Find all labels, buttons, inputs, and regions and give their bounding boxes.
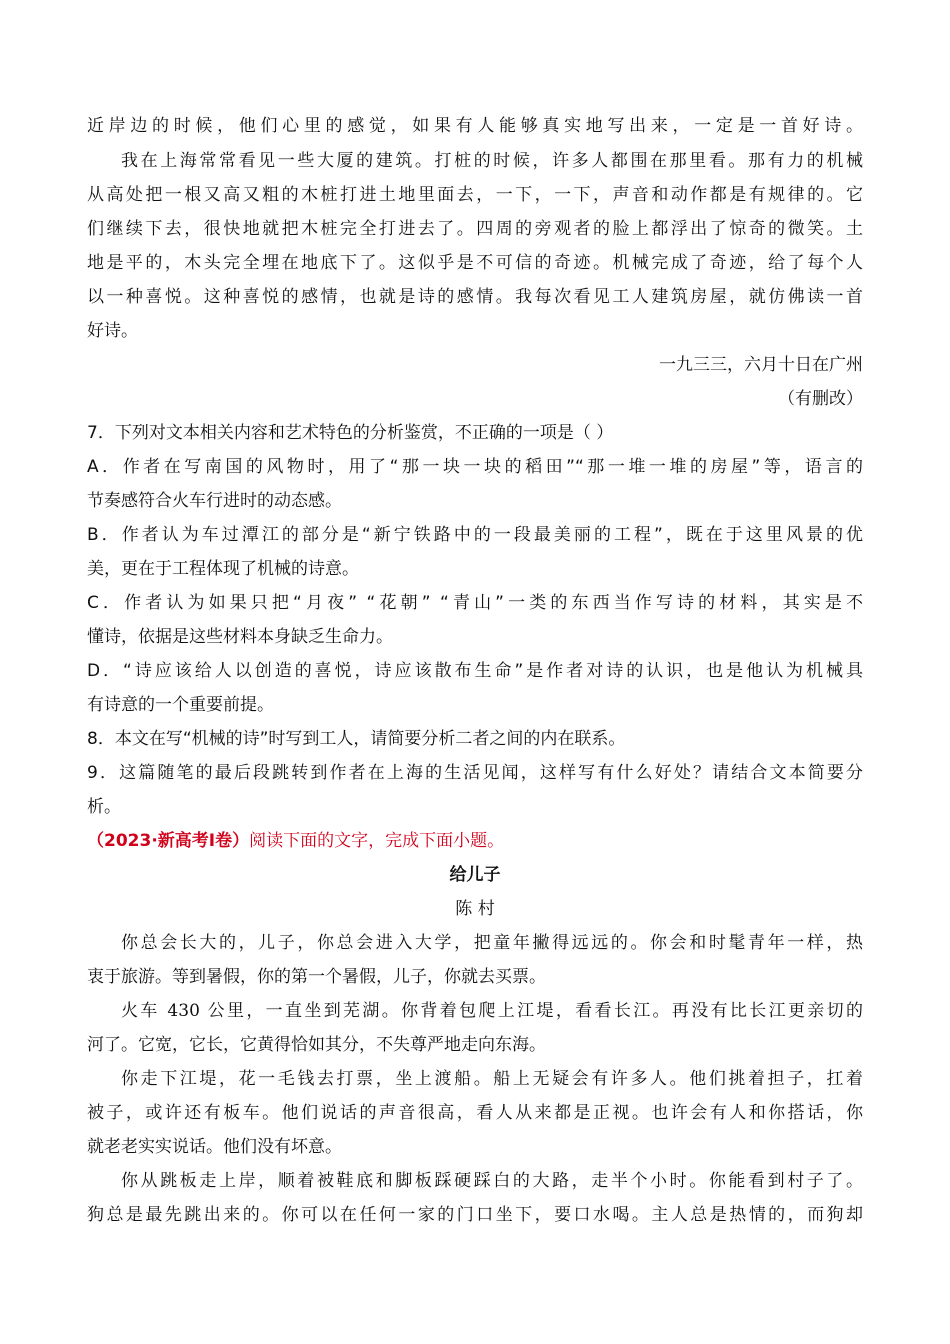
question-7-stem: 7．下列对文本相关内容和艺术特色的分析鉴赏，不正确的一项是（ ） bbox=[87, 423, 614, 443]
text-paragraph-1-line-2: 衷于旅游。等到暑假，你的第一个暑假，儿子，你就去买票。 bbox=[87, 967, 546, 987]
essay-last-paragraph-line-6: 好诗。 bbox=[87, 321, 138, 341]
question-7-option-d-line-1: D．“诗应该给人以创造的喜悦，诗应该散布生命”是作者对诗的认识，也是他认为机械具 bbox=[87, 661, 863, 681]
text-paragraph-1-line-1: 你总会长大的，儿子，你总会进入大学，把童年撇得远远的。你会和时髦青年一样，热 bbox=[121, 933, 863, 953]
section-intro bbox=[87, 830, 863, 852]
essay-last-paragraph-line-2: 从高处把一根又高又粗的木桩打进土地里面去，一下，一下，声音和动作都是有规律的。它 bbox=[87, 185, 863, 205]
essay-last-paragraph-line-4: 地是平的，木头完全埋在地底下了。这似乎是不可信的奇迹。机械完成了奇迹，给了每个人 bbox=[87, 253, 863, 273]
question-7-option-c-line-2: 懂诗，依据是这些材料本身缺乏生命力。 bbox=[87, 627, 393, 647]
text-paragraph-4-line-2: 狗总是最先跳出来的。你可以在任何一家的门口坐下，要口水喝。主人总是热情的，而狗却 bbox=[87, 1205, 863, 1225]
essay-paragraph-tail: 近岸边的时候，他们心里的感觉，如果有人能够真实地写出来，一定是一首好诗。 bbox=[87, 116, 863, 136]
question-7-option-c-line-1: C．作者认为如果只把“月夜” “花朝” “青山”一类的东西当作写诗的材料，其实是不 bbox=[87, 593, 863, 613]
essay-last-paragraph-line-1: 我在上海常常看见一些大厦的建筑。打桩的时候，许多人都围在那里看。那有力的机械 bbox=[121, 151, 863, 171]
poem-title: 给儿子 bbox=[449, 865, 501, 885]
question-7-option-b-line-1: B．作者认为车过潭江的部分是“新宁铁路中的一段最美丽的工程”，既在于这里风景的优 bbox=[87, 525, 863, 545]
question-9-line-2: 析。 bbox=[87, 797, 121, 817]
exam-source-tag: （2023·新高考Ⅰ卷） bbox=[87, 831, 250, 851]
text-paragraph-4-line-1: 你从跳板走上岸，顺着被鞋底和脚板踩硬踩白的大路，走半个小时。你能看到村子了。 bbox=[121, 1171, 863, 1191]
text-paragraph-3-line-2: 被子，或许还有板车。他们说话的声音很高，看人从来都是正视。也许会有人和你搭话，你 bbox=[87, 1103, 863, 1123]
essay-revision-note: （有删改） bbox=[778, 389, 863, 409]
text-paragraph-3-line-1: 你走下江堤，花一毛钱去打票，坐上渡船。船上无疑会有许多人。他们挑着担子，扛着 bbox=[121, 1069, 863, 1089]
poem-author: 陈 村 bbox=[455, 899, 495, 919]
question-7-option-a-line-2: 节奏感符合火车行进时的动态感。 bbox=[87, 491, 342, 511]
text-paragraph-2-line-1: 火车 430 公里，一直坐到芜湖。你背着包爬上江堤，看看长江。再没有比长江更亲切的 bbox=[121, 1001, 863, 1021]
question-7-option-a-line-1: A．作者在写南国的风物时，用了“那一块一块的稻田”“那一堆一堆的房屋”等，语言的 bbox=[87, 457, 863, 477]
section-instruction: 阅读下面的文字，完成下面小题。 bbox=[249, 831, 505, 851]
text-paragraph-3-line-3: 就老老实实说话。他们没有坏意。 bbox=[87, 1137, 342, 1157]
question-7-option-d-line-2: 有诗意的一个重要前提。 bbox=[87, 695, 274, 715]
question-7-option-b-line-2: 美，更在于工程体现了机械的诗意。 bbox=[87, 559, 359, 579]
essay-last-paragraph-line-3: 们继续下去，很快地就把木桩完全打进去了。四周的旁观者的脸上都浮出了惊奇的微笑。土 bbox=[87, 219, 863, 239]
text-paragraph-2-line-2: 河了。它宽，它长，它黄得恰如其分，不失尊严地走向东海。 bbox=[87, 1035, 546, 1055]
essay-date-line: 一九三三，六月十日在广州 bbox=[659, 355, 863, 375]
question-9-line-1: 9．这篇随笔的最后段跳转到作者在上海的生活见闻，这样写有什么好处？请结合文本简要分 bbox=[87, 763, 863, 783]
question-8: 8．本文在写“机械的诗”时写到工人，请简要分析二者之间的内在联系。 bbox=[87, 729, 626, 749]
essay-last-paragraph-line-5: 以一种喜悦。这种喜悦的感情，也就是诗的感情。我每次看见工人建筑房屋，就仿佛读一首 bbox=[87, 287, 863, 307]
